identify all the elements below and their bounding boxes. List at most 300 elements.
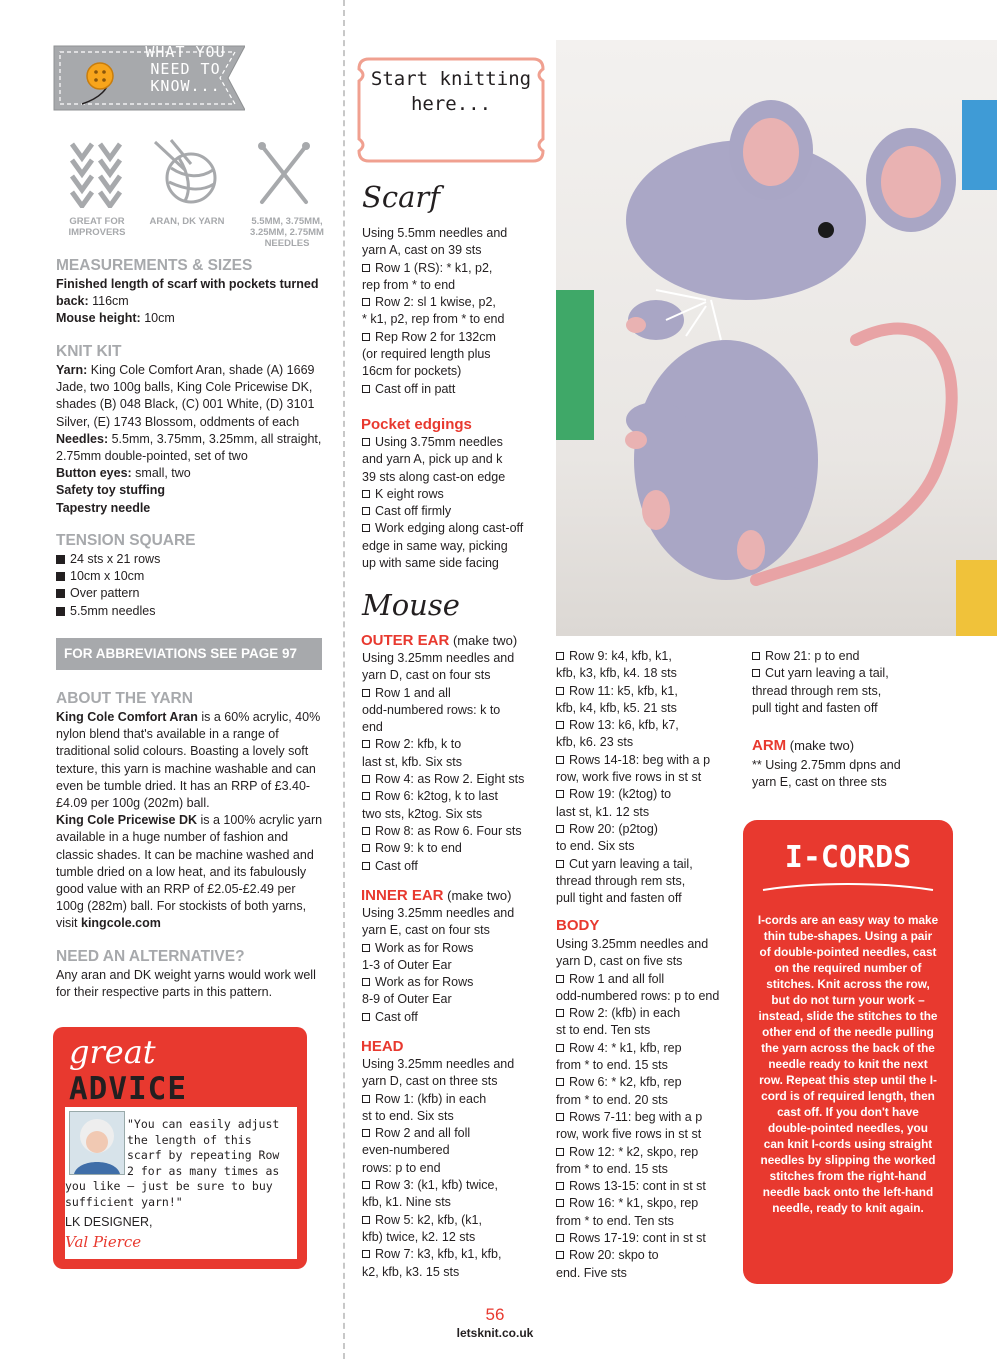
knit-kit-text <box>56 362 326 517</box>
instruction-line <box>556 971 719 988</box>
instruction-line <box>362 922 514 939</box>
instruction-line <box>362 1229 514 1246</box>
yarn-desc-aran: is a 60% acrylic, 40% nylon blend that's available in a range of traditional solid colours. Boasting a lovely soft texture, this yarn is machine washable and can even be tumble dried. It has an RRP of £3.40-£4.09 per 100g (202m) ball. <box>56 710 321 811</box>
instruction-line <box>556 700 710 717</box>
instruction-text: Row 12: * k2, skpo, rep <box>569 1144 699 1159</box>
designer-signature: Val Pierce <box>65 1233 142 1251</box>
instruction-line <box>556 1178 719 1195</box>
row-checkbox[interactable] <box>556 1199 564 1207</box>
designer-role: LK DESIGNER, <box>65 1215 153 1229</box>
instruction-text: Row 4: as Row 2. Eight sts <box>375 772 525 787</box>
mouse-photo <box>556 40 997 636</box>
instruction-text: * k1, p2, rep from * to end <box>362 312 505 327</box>
instruction-text: yarn D, cast on five sts <box>556 954 683 969</box>
instruction-line <box>362 719 524 736</box>
instruction-text: yarn E, cast on three sts <box>752 775 887 790</box>
row-checkbox[interactable] <box>362 1129 370 1137</box>
instruction-text: st to end. Ten sts <box>556 1023 651 1038</box>
instruction-line <box>362 346 507 363</box>
quote-line: the length of this <box>127 1132 252 1147</box>
instruction-text: Row 1: (kfb) in each <box>375 1091 487 1106</box>
knit-kit-heading: KNIT KIT <box>56 343 122 360</box>
row-checkbox[interactable] <box>556 1251 564 1259</box>
instruction-line <box>362 858 524 875</box>
instruction-line <box>362 806 524 823</box>
arm-instructions <box>752 757 901 792</box>
instruction-line <box>362 702 524 719</box>
instruction-text: K eight rows <box>375 486 444 501</box>
row-checkbox[interactable] <box>362 1095 370 1103</box>
instruction-text: Rep Row 2 for 132cm <box>375 329 496 344</box>
scarf-heading: Scarf <box>362 180 440 214</box>
instruction-line <box>362 555 523 572</box>
instruction-text: Using 3.25mm needles and <box>362 1057 515 1071</box>
row-checkbox[interactable] <box>556 825 564 833</box>
instruction-text: Using 5.5mm needles and <box>362 226 508 240</box>
instruction-text: Row 2: (kfb) in each <box>569 1006 681 1021</box>
instruction-line <box>362 1056 514 1073</box>
instruction-text: Row 1 and all foll <box>569 971 665 986</box>
mouse-height-value: 10cm <box>140 311 175 326</box>
instruction-text: two sts, k2tog. Six sts <box>362 806 483 821</box>
alternative-text: Any aran and DK weight yarns would work well for their respective parts in this pattern. <box>56 968 316 1000</box>
instruction-text: ** Using 2.75mm dpns and <box>752 758 901 772</box>
instruction-text: Cast off <box>375 1009 418 1024</box>
advice-panel <box>65 1107 297 1259</box>
instruction-line <box>556 1126 719 1143</box>
instruction-text: Row 6: k2tog, k to last <box>375 789 498 804</box>
needles-text: 5.5mm, 3.75mm, 3.25mm, all straight, 2.75mm double-pointed, set of two <box>56 431 322 464</box>
instruction-text: Work edging along cast-off <box>375 521 524 536</box>
arm-heading <box>752 737 854 754</box>
instruction-line <box>556 1005 719 1022</box>
instruction-text: Using 3.25mm needles and <box>556 937 709 951</box>
instruction-text: yarn D, cast on four sts <box>362 668 491 683</box>
instruction-line <box>556 1109 719 1126</box>
instruction-line <box>362 381 507 398</box>
tension-item: 5.5mm needles <box>56 603 326 620</box>
instruction-text: edge in same way, picking <box>362 538 508 553</box>
knitted-mouse-illustration <box>556 40 997 636</box>
advice-great-word: great <box>69 1033 156 1071</box>
instruction-text: last st, kfb. Six sts <box>362 754 463 769</box>
icon-caption-yarn: ARAN, DK YARN <box>149 216 225 227</box>
instruction-line <box>362 451 523 468</box>
instruction-line <box>362 242 507 259</box>
row-checkbox[interactable] <box>362 264 370 272</box>
row-checkbox[interactable] <box>362 385 370 393</box>
row-checkbox[interactable] <box>362 298 370 306</box>
instruction-line <box>362 1264 514 1281</box>
instruction-text: Row 2 and all foll <box>375 1126 471 1141</box>
instruction-text: thread through rem sts, <box>752 683 882 698</box>
instruction-line <box>556 890 710 907</box>
instruction-line <box>362 1009 514 1026</box>
yarn-label: Yarn: <box>56 363 88 377</box>
instruction-line <box>556 1161 719 1178</box>
row-checkbox[interactable] <box>362 1250 370 1258</box>
instruction-line <box>556 665 710 682</box>
instruction-line <box>556 873 710 890</box>
instruction-text: Row 4: * k1, kfb, rep <box>569 1040 682 1055</box>
instruction-line <box>362 991 514 1008</box>
instruction-text: Row 2: sl 1 kwise, p2, <box>375 295 496 310</box>
instruction-line <box>556 1247 719 1264</box>
quote-line: sufficient yarn!" <box>65 1194 183 1209</box>
instruction-line <box>362 1212 514 1229</box>
body-heading: BODY <box>556 917 600 934</box>
instruction-line <box>556 1213 719 1230</box>
instruction-text: Cast off <box>375 858 418 873</box>
instruction-line <box>362 823 524 840</box>
instruction-text: Row 20: skpo to <box>569 1248 659 1263</box>
icords-text: I-cords are an easy way to make thin tube-shapes. Using a pair of double-pointed needles, cast on the required number of stitches. Knit across the row, but do not turn your work – instead, slide the stitches to the other end of the needle pulling the yarn across the back of the needle ready to knit the next row. Repeat this step until the I-cord is of required length, then cast off. If you don't have double-pointed needles, you can knit I-cords using straight needles by slipping the worked stitches from the right-hand needle back onto the left-hand needle, ready to knit again. <box>757 913 939 1215</box>
instruction-line <box>556 953 719 970</box>
instruction-line <box>362 294 507 311</box>
instruction-line <box>362 974 514 991</box>
instruction-line <box>362 503 523 520</box>
instruction-text: Cut yarn leaving a tail, <box>765 666 889 681</box>
row-checkbox[interactable] <box>752 669 760 677</box>
button-eyes-text: small, two <box>131 466 191 481</box>
instruction-line <box>362 486 523 503</box>
instruction-line <box>362 329 507 346</box>
great-advice-box <box>53 1027 307 1269</box>
row-checkbox[interactable] <box>556 1234 564 1242</box>
instruction-line <box>556 821 710 838</box>
instruction-line <box>556 1040 719 1057</box>
instruction-line <box>362 840 524 857</box>
instruction-text: Row 1 (RS): * k1, p2, <box>375 260 493 275</box>
instruction-text: and yarn A, pick up and k <box>362 452 503 467</box>
instruction-text: Row 7: k3, kfb, k1, kfb, <box>375 1247 502 1262</box>
instruction-line <box>752 774 901 791</box>
row-checkbox[interactable] <box>556 1078 564 1086</box>
instruction-line <box>362 1194 514 1211</box>
instruction-text: Work as for Rows <box>375 940 474 955</box>
pocket-edgings-heading: Pocket edgings <box>361 416 472 433</box>
inner-ear-instructions <box>362 905 514 1026</box>
instruction-text: Row 11: k5, kfb, k1, <box>569 683 678 698</box>
body-instructions <box>556 936 719 1282</box>
row-checkbox[interactable] <box>556 1182 564 1190</box>
quote-line: 2 for as many times as <box>127 1163 280 1178</box>
instruction-line <box>752 700 889 717</box>
instruction-line <box>362 771 524 788</box>
instruction-text: Row 1 and all <box>375 685 451 700</box>
instruction-text: (or required length plus <box>362 347 491 362</box>
instruction-line <box>362 957 514 974</box>
instruction-text: Using 3.75mm needles <box>375 435 503 449</box>
row-checkbox[interactable] <box>362 740 370 748</box>
yarn-desc-dk: is a 100% acrylic yarn available in a huge number of fashion and classic shades. It can be machine washed and tumble dried on a low heat, and its fabulously good value with an RRP of £2.05-£2.49 per 100g (282m) ball. For stockists of both yarns, visit <box>56 813 323 931</box>
instruction-line <box>362 1091 514 1108</box>
instruction-line <box>556 717 710 734</box>
instruction-text: from * to end. 15 sts <box>556 1058 668 1073</box>
advice-quote <box>65 1117 297 1210</box>
row-checkbox[interactable] <box>362 862 370 870</box>
row-checkbox[interactable] <box>362 944 370 952</box>
needles-label: Needles: <box>56 431 109 446</box>
row-checkbox[interactable] <box>556 687 564 695</box>
mouse-heading: Mouse <box>362 588 460 622</box>
instruction-text: rep from * to end <box>362 277 456 292</box>
mouse-height-label: Mouse height: <box>56 311 141 326</box>
arm-sub: (make two) <box>786 738 855 753</box>
alternative-heading: NEED AN ALTERNATIVE? <box>56 948 245 965</box>
instruction-text: row, work five rows in st st <box>556 1127 702 1142</box>
outer-ear-instructions <box>362 650 524 875</box>
instruction-text: kfb, k6. 23 sts <box>556 735 634 750</box>
instruction-line <box>556 856 710 873</box>
instruction-text: Work as for Rows <box>375 975 474 990</box>
instruction-text: last st, k1. 12 sts <box>556 804 650 819</box>
row-checkbox[interactable] <box>362 978 370 986</box>
instruction-text: kfb, k4, kfb, k5. 21 sts <box>556 700 677 715</box>
instruction-line <box>752 648 889 665</box>
instruction-text: Row 6: * k2, kfb, rep <box>569 1075 682 1090</box>
tension-item: 10cm x 10cm <box>56 568 326 585</box>
row-checkbox[interactable] <box>362 792 370 800</box>
instruction-text: Row 20: (p2tog) <box>569 821 658 836</box>
stuffing-item: Safety toy stuffing <box>56 483 166 498</box>
instruction-line <box>362 650 524 667</box>
instruction-text: yarn E, cast on four sts <box>362 923 490 938</box>
pocket-instructions <box>362 434 523 572</box>
instruction-text: from * to end. 20 sts <box>556 1092 668 1107</box>
row-checkbox[interactable] <box>362 524 370 532</box>
icon-caption-needles: 5.5MM, 3.75MM, 3.25MM, 2.75MM NEEDLES <box>250 216 324 249</box>
instruction-text: end. Five sts <box>556 1265 627 1280</box>
abbreviations-bar: FOR ABBREVIATIONS SEE PAGE 97 <box>56 638 322 670</box>
instruction-line <box>362 469 523 486</box>
row-checkbox[interactable] <box>556 790 564 798</box>
row-checkbox[interactable] <box>362 827 370 835</box>
instruction-line <box>556 769 710 786</box>
instruction-text: odd-numbered rows: p to end <box>556 988 720 1003</box>
row-checkbox[interactable] <box>362 1216 370 1224</box>
instruction-text: Row 9: k4, kfb, k1, <box>569 649 672 663</box>
row-checkbox[interactable] <box>556 1148 564 1156</box>
scarf-length-label: Finished length of scarf with pockets turned back: <box>56 277 319 309</box>
knit-stitch-icon <box>66 138 126 208</box>
instruction-text: Rows 13-15: cont in st st <box>569 1179 706 1194</box>
row-checkbox[interactable] <box>362 333 370 341</box>
instruction-text: st to end. Six sts <box>362 1108 454 1123</box>
row-checkbox[interactable] <box>556 975 564 983</box>
instruction-text: Row 8: as Row 6. Four sts <box>375 823 522 838</box>
instruction-text: Row 21: p to end <box>765 649 860 663</box>
instruction-line <box>362 754 524 771</box>
instruction-line <box>362 1246 514 1263</box>
instruction-text: kfb) twice, k2. 12 sts <box>362 1229 476 1244</box>
instruction-text: Row 9: k to end <box>375 841 462 856</box>
instruction-text: row, work five rows in st st <box>556 770 702 785</box>
instruction-text: Cast off in patt <box>375 381 456 396</box>
instruction-text: Row 2: kfb, k to <box>375 737 462 752</box>
row-checkbox[interactable] <box>556 652 564 660</box>
instruction-text: end <box>362 720 383 735</box>
instruction-line <box>362 311 507 328</box>
yarn-name-dk: King Cole Pricewise DK <box>56 813 198 828</box>
instruction-text: pull tight and fasten off <box>556 891 682 906</box>
instruction-text: 16cm for pockets) <box>362 364 462 379</box>
instruction-text: Row 16: * k1, skpo, rep <box>569 1196 699 1211</box>
tension-heading: TENSION SQUARE <box>56 532 196 549</box>
tension-item: 24 sts x 21 rows <box>56 551 326 568</box>
icords-heading: I-CORDS <box>784 840 912 875</box>
instruction-text: Rows 14-18: beg with a p <box>569 752 711 767</box>
start-knitting-badge <box>355 55 547 165</box>
footer-url[interactable]: letsknit.co.uk <box>456 1326 534 1340</box>
instruction-text: from * to end. 15 sts <box>556 1161 668 1176</box>
instruction-line <box>362 1142 514 1159</box>
tension-item: Over pattern <box>56 585 326 602</box>
yarn-ball-icon <box>151 138 221 208</box>
instruction-line <box>362 538 523 555</box>
instruction-text: rows: p to end <box>362 1160 441 1175</box>
instruction-line <box>556 1144 719 1161</box>
what-you-need-banner <box>50 40 245 112</box>
outer-ear-title: OUTER EAR <box>361 632 450 649</box>
instruction-line <box>362 1073 514 1090</box>
instruction-text: Using 3.25mm needles and <box>362 906 515 920</box>
head-heading: HEAD <box>361 1038 404 1055</box>
measurements-text <box>56 276 326 328</box>
instruction-text: Row 13: k6, kfb, k7, <box>569 718 679 733</box>
icords-box <box>743 820 953 1284</box>
row-checkbox[interactable] <box>752 652 760 660</box>
outer-ear-sub: (make two) <box>449 633 518 648</box>
row-checkbox[interactable] <box>362 844 370 852</box>
instruction-line <box>556 936 719 953</box>
needles-icon <box>256 140 316 210</box>
tension-list-wrap <box>56 551 326 620</box>
row-checkbox[interactable] <box>556 1113 564 1121</box>
instruction-text: Row 3: (k1, kfb) twice, <box>375 1178 498 1193</box>
row-checkbox[interactable] <box>362 689 370 697</box>
instruction-line <box>362 434 523 451</box>
measurements-heading: MEASUREMENTS & SIZES <box>56 257 253 274</box>
instruction-line <box>362 667 524 684</box>
skill-icons-row <box>56 138 346 248</box>
instruction-line <box>362 277 507 294</box>
instruction-text: pull tight and fasten off <box>752 700 878 715</box>
instruction-line <box>752 683 889 700</box>
tension-list <box>56 551 326 620</box>
instruction-line <box>556 1265 719 1282</box>
instruction-text: Rows 7-11: beg with a p <box>569 1109 703 1124</box>
instruction-text: k2, kfb, k3. 15 sts <box>362 1264 460 1279</box>
instruction-text: kfb, k1. Nine sts <box>362 1195 451 1210</box>
instruction-text: yarn A, cast on 39 sts <box>362 243 482 258</box>
inner-ear-heading <box>361 887 511 904</box>
quote-line: scarf by repeating Row <box>127 1148 280 1162</box>
instruction-text: to end. Six sts <box>556 839 635 854</box>
body-instructions-cont <box>752 648 889 717</box>
head-instructions <box>362 1056 514 1281</box>
outer-ear-heading <box>361 632 517 649</box>
advice-heading: ADVICE <box>69 1071 187 1107</box>
scarf-length-value: 116cm <box>88 294 129 309</box>
instruction-line <box>362 788 524 805</box>
head-instructions-cont <box>556 648 710 907</box>
instruction-line <box>556 752 710 769</box>
instruction-line <box>556 1195 719 1212</box>
quote-line: "You can easily adjust <box>127 1117 280 1131</box>
row-checkbox[interactable] <box>556 1044 564 1052</box>
instruction-text: from * to end. Ten sts <box>556 1213 674 1228</box>
instruction-line <box>556 988 719 1005</box>
inner-ear-sub: (make two) <box>443 888 512 903</box>
instruction-text: Row 5: k2, kfb, (k1, <box>375 1212 482 1227</box>
instruction-line <box>362 685 524 702</box>
instruction-line <box>556 648 710 665</box>
row-checkbox[interactable] <box>556 1009 564 1017</box>
instruction-line <box>752 757 901 774</box>
tapestry-item: Tapestry needle <box>56 500 151 515</box>
yarn-text: King Cole Comfort Aran, shade (A) 1669 Jade, two 100g balls, King Cole Pricewise DK, shades (B) 048 Black, (C) 001 White, (D) 3101 Silver, (E) 1743 Blossom, oddments of each <box>56 363 315 429</box>
instruction-text: up with same side facing <box>362 556 499 571</box>
row-checkbox[interactable] <box>362 438 370 446</box>
row-checkbox[interactable] <box>556 721 564 729</box>
instruction-line <box>556 1057 719 1074</box>
row-checkbox[interactable] <box>362 507 370 515</box>
instruction-line <box>752 665 889 682</box>
instruction-line <box>362 940 514 957</box>
about-yarn-text <box>56 709 326 933</box>
instruction-line <box>362 1125 514 1142</box>
instruction-text: kfb, k3, kfb, k4. 18 sts <box>556 666 677 681</box>
instruction-line <box>362 1160 514 1177</box>
instruction-line <box>556 1022 719 1039</box>
instruction-line <box>362 1108 514 1125</box>
row-checkbox[interactable] <box>362 775 370 783</box>
instruction-line <box>362 260 507 277</box>
instruction-line <box>556 1092 719 1109</box>
arm-title: ARM <box>752 737 787 754</box>
scarf-instructions <box>362 225 507 398</box>
row-checkbox[interactable] <box>556 860 564 868</box>
kingcole-link[interactable]: kingcole.com <box>81 916 161 931</box>
instruction-text: thread through rem sts, <box>556 873 686 888</box>
instruction-line <box>556 838 710 855</box>
instruction-line <box>556 734 710 751</box>
row-checkbox[interactable] <box>556 756 564 764</box>
banner-title: WHAT YOU NEED TO KNOW... <box>145 43 226 95</box>
instruction-line <box>556 786 710 803</box>
page-number: 56 <box>485 1305 505 1324</box>
instruction-text: 39 sts along cast-on edge <box>362 469 506 484</box>
instruction-line <box>556 1074 719 1091</box>
icon-caption-level: GREAT FOR IMPROVERS <box>68 216 126 238</box>
icords-underline <box>743 876 953 906</box>
start-knitting-text: Start knitting here... <box>370 68 532 115</box>
instruction-line <box>556 683 710 700</box>
instruction-text: yarn D, cast on three sts <box>362 1074 498 1089</box>
instruction-text: Cast off firmly <box>375 504 452 519</box>
button-eyes-label: Button eyes: <box>56 466 132 481</box>
row-checkbox[interactable] <box>362 490 370 498</box>
row-checkbox[interactable] <box>362 1181 370 1189</box>
instruction-line <box>362 1177 514 1194</box>
instruction-line <box>362 736 524 753</box>
quote-line: you like – just be sure to buy <box>65 1179 273 1193</box>
about-yarn-heading: ABOUT THE YARN <box>56 690 193 707</box>
instruction-line <box>362 520 523 537</box>
row-checkbox[interactable] <box>362 1013 370 1021</box>
yarn-name-aran: King Cole Comfort Aran <box>56 710 198 724</box>
